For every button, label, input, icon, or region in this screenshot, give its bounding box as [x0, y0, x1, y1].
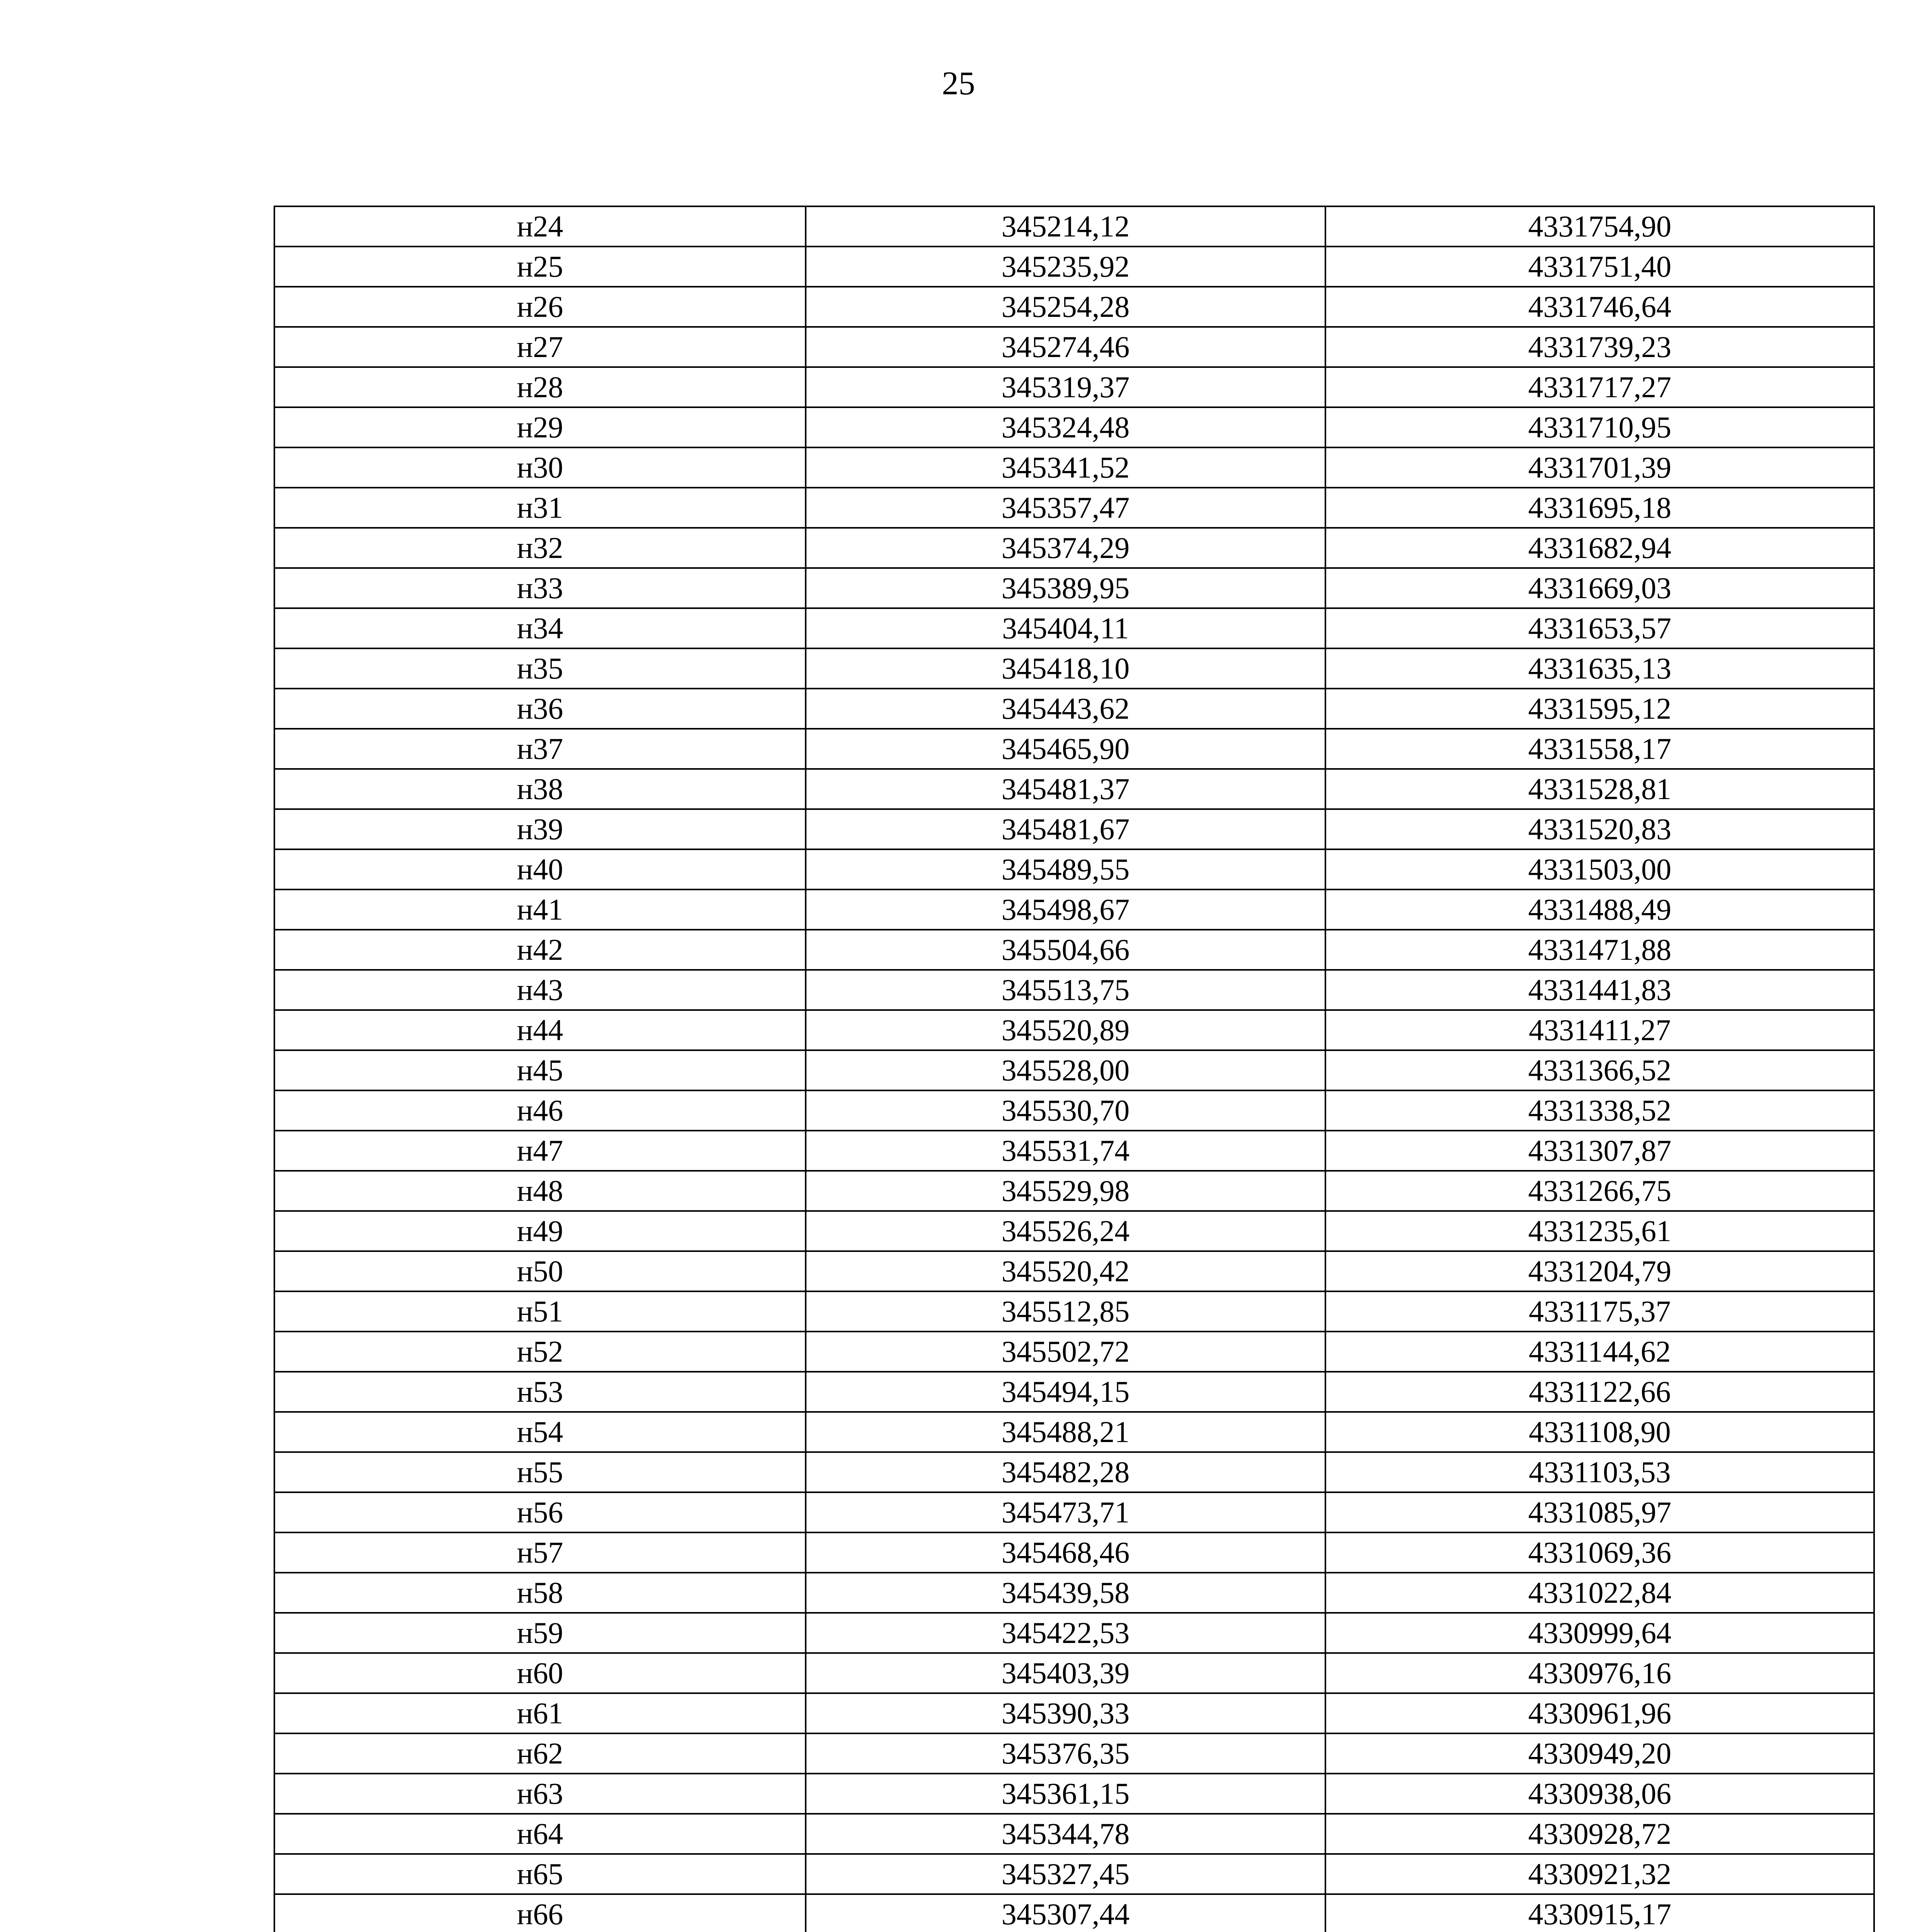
x-coordinate-cell: 345526,24 [806, 1211, 1325, 1251]
point-number-cell: н35 [274, 648, 806, 689]
point-number-cell: н51 [274, 1291, 806, 1332]
x-coordinate-cell: 345324,48 [806, 407, 1325, 447]
y-coordinate-cell: 4331122,66 [1325, 1372, 1874, 1412]
y-coordinate-cell: 4331338,52 [1325, 1090, 1874, 1131]
x-coordinate-cell: 345481,37 [806, 769, 1325, 809]
y-coordinate-cell: 4331175,37 [1325, 1291, 1874, 1332]
y-coordinate-cell: 4331695,18 [1325, 488, 1874, 528]
x-coordinate-cell: 345235,92 [806, 247, 1325, 287]
y-coordinate-cell: 4331635,13 [1325, 648, 1874, 689]
x-coordinate-cell: 345422,53 [806, 1613, 1325, 1653]
point-number-cell: н50 [274, 1251, 806, 1291]
x-coordinate-cell: 345390,33 [806, 1693, 1325, 1733]
x-coordinate-cell: 345443,62 [806, 689, 1325, 729]
y-coordinate-cell: 4331701,39 [1325, 447, 1874, 488]
y-coordinate-cell: 4330949,20 [1325, 1733, 1874, 1774]
point-number-cell: н59 [274, 1613, 806, 1653]
table-row [274, 769, 1874, 809]
y-coordinate-cell: 4331488,49 [1325, 889, 1874, 930]
y-coordinate-cell: 4331503,00 [1325, 849, 1874, 889]
table-row [274, 206, 1874, 247]
y-coordinate-cell: 4330999,64 [1325, 1613, 1874, 1653]
x-coordinate-cell: 345489,55 [806, 849, 1325, 889]
table-row [274, 1573, 1874, 1613]
x-coordinate-cell: 345403,39 [806, 1653, 1325, 1693]
point-number-cell: н47 [274, 1131, 806, 1171]
y-coordinate-cell: 4330928,72 [1325, 1814, 1874, 1854]
point-number-cell: н49 [274, 1211, 806, 1251]
y-coordinate-cell: 4331103,53 [1325, 1452, 1874, 1492]
x-coordinate-cell: 345494,15 [806, 1372, 1325, 1412]
point-number-cell: н32 [274, 528, 806, 568]
point-number-cell: н60 [274, 1653, 806, 1693]
point-number-cell: н34 [274, 608, 806, 648]
point-number-cell: н57 [274, 1532, 806, 1573]
table-row [274, 247, 1874, 287]
point-number-cell: н44 [274, 1010, 806, 1050]
x-coordinate-cell: 345513,75 [806, 970, 1325, 1010]
x-coordinate-cell: 345307,44 [806, 1894, 1325, 1932]
point-number-cell: н45 [274, 1050, 806, 1090]
x-coordinate-cell: 345465,90 [806, 729, 1325, 769]
point-number-cell: н48 [274, 1171, 806, 1211]
point-number-cell: н37 [274, 729, 806, 769]
table-row [274, 970, 1874, 1010]
point-number-cell: н38 [274, 769, 806, 809]
x-coordinate-cell: 345504,66 [806, 930, 1325, 970]
x-coordinate-cell: 345512,85 [806, 1291, 1325, 1332]
table-row [274, 1332, 1874, 1372]
y-coordinate-cell: 4331595,12 [1325, 689, 1874, 729]
y-coordinate-cell: 4331366,52 [1325, 1050, 1874, 1090]
table-row [274, 1452, 1874, 1492]
x-coordinate-cell: 345481,67 [806, 809, 1325, 849]
point-number-cell: н25 [274, 247, 806, 287]
table-row [274, 1412, 1874, 1452]
table-row [274, 407, 1874, 447]
table-row [274, 1854, 1874, 1894]
table-row [274, 447, 1874, 488]
table-row [274, 1291, 1874, 1332]
point-number-cell: н26 [274, 287, 806, 327]
y-coordinate-cell: 4331266,75 [1325, 1171, 1874, 1211]
table-row [274, 809, 1874, 849]
x-coordinate-cell: 345468,46 [806, 1532, 1325, 1573]
x-coordinate-cell: 345327,45 [806, 1854, 1325, 1894]
point-number-cell: н40 [274, 849, 806, 889]
table-row [274, 689, 1874, 729]
x-coordinate-cell: 345374,29 [806, 528, 1325, 568]
x-coordinate-cell: 345274,46 [806, 327, 1325, 367]
table-row [274, 1653, 1874, 1693]
x-coordinate-cell: 345473,71 [806, 1492, 1325, 1532]
point-number-cell: н28 [274, 367, 806, 407]
table-row [274, 1814, 1874, 1854]
x-coordinate-cell: 345530,70 [806, 1090, 1325, 1131]
point-number-cell: н64 [274, 1814, 806, 1854]
x-coordinate-cell: 345404,11 [806, 608, 1325, 648]
y-coordinate-cell: 4331022,84 [1325, 1573, 1874, 1613]
y-coordinate-cell: 4331471,88 [1325, 930, 1874, 970]
y-coordinate-cell: 4331085,97 [1325, 1492, 1874, 1532]
table-row [274, 1010, 1874, 1050]
y-coordinate-cell: 4331441,83 [1325, 970, 1874, 1010]
table-row [274, 930, 1874, 970]
point-number-cell: н43 [274, 970, 806, 1010]
point-number-cell: н27 [274, 327, 806, 367]
table-row [274, 528, 1874, 568]
point-number-cell: н52 [274, 1332, 806, 1372]
x-coordinate-cell: 345319,37 [806, 367, 1325, 407]
y-coordinate-cell: 4331235,61 [1325, 1211, 1874, 1251]
y-coordinate-cell: 4331754,90 [1325, 206, 1874, 247]
x-coordinate-cell: 345529,98 [806, 1171, 1325, 1211]
y-coordinate-cell: 4331108,90 [1325, 1412, 1874, 1452]
y-coordinate-cell: 4330938,06 [1325, 1774, 1874, 1814]
point-number-cell: н24 [274, 206, 806, 247]
point-number-cell: н36 [274, 689, 806, 729]
table-row [274, 1090, 1874, 1131]
point-number-cell: н39 [274, 809, 806, 849]
x-coordinate-cell: 345344,78 [806, 1814, 1325, 1854]
table-row [274, 367, 1874, 407]
x-coordinate-cell: 345214,12 [806, 206, 1325, 247]
table-row [274, 648, 1874, 689]
y-coordinate-cell: 4330915,17 [1325, 1894, 1874, 1932]
table-row [274, 1613, 1874, 1653]
y-coordinate-cell: 4330976,16 [1325, 1653, 1874, 1693]
y-coordinate-cell: 4331528,81 [1325, 769, 1874, 809]
point-number-cell: н66 [274, 1894, 806, 1932]
x-coordinate-cell: 345482,28 [806, 1452, 1325, 1492]
x-coordinate-cell: 345389,95 [806, 568, 1325, 608]
table-row [274, 1131, 1874, 1171]
point-number-cell: н56 [274, 1492, 806, 1532]
table-row [274, 1211, 1874, 1251]
point-number-cell: н53 [274, 1372, 806, 1412]
y-coordinate-cell: 4331558,17 [1325, 729, 1874, 769]
table-row [274, 1372, 1874, 1412]
point-number-cell: н30 [274, 447, 806, 488]
point-number-cell: н31 [274, 488, 806, 528]
point-number-cell: н29 [274, 407, 806, 447]
table-row [274, 1532, 1874, 1573]
y-coordinate-cell: 4331669,03 [1325, 568, 1874, 608]
x-coordinate-cell: 345498,67 [806, 889, 1325, 930]
table-row [274, 1492, 1874, 1532]
y-coordinate-cell: 4331751,40 [1325, 247, 1874, 287]
table-row [274, 608, 1874, 648]
y-coordinate-cell: 4331144,62 [1325, 1332, 1874, 1372]
y-coordinate-cell: 4331682,94 [1325, 528, 1874, 568]
x-coordinate-cell: 345361,15 [806, 1774, 1325, 1814]
x-coordinate-cell: 345439,58 [806, 1573, 1325, 1613]
y-coordinate-cell: 4330921,32 [1325, 1854, 1874, 1894]
table-row [274, 849, 1874, 889]
y-coordinate-cell: 4330961,96 [1325, 1693, 1874, 1733]
x-coordinate-cell: 345254,28 [806, 287, 1325, 327]
x-coordinate-cell: 345502,72 [806, 1332, 1325, 1372]
y-coordinate-cell: 4331520,83 [1325, 809, 1874, 849]
point-number-cell: н65 [274, 1854, 806, 1894]
y-coordinate-cell: 4331710,95 [1325, 407, 1874, 447]
table-row [274, 287, 1874, 327]
point-number-cell: н63 [274, 1774, 806, 1814]
x-coordinate-cell: 345376,35 [806, 1733, 1325, 1774]
coordinates-table [274, 206, 1875, 1932]
table-row [274, 1774, 1874, 1814]
y-coordinate-cell: 4331739,23 [1325, 327, 1874, 367]
table-row [274, 568, 1874, 608]
point-number-cell: н58 [274, 1573, 806, 1613]
x-coordinate-cell: 345528,00 [806, 1050, 1325, 1090]
point-number-cell: н55 [274, 1452, 806, 1492]
x-coordinate-cell: 345418,10 [806, 648, 1325, 689]
x-coordinate-cell: 345488,21 [806, 1412, 1325, 1452]
x-coordinate-cell: 345520,89 [806, 1010, 1325, 1050]
point-number-cell: н41 [274, 889, 806, 930]
coordinates-table-body [274, 206, 1874, 1932]
x-coordinate-cell: 345357,47 [806, 488, 1325, 528]
table-row [274, 1693, 1874, 1733]
y-coordinate-cell: 4331307,87 [1325, 1131, 1874, 1171]
y-coordinate-cell: 4331069,36 [1325, 1532, 1874, 1573]
table-row [274, 327, 1874, 367]
point-number-cell: н42 [274, 930, 806, 970]
table-row [274, 889, 1874, 930]
y-coordinate-cell: 4331746,64 [1325, 287, 1874, 327]
table-row [274, 1251, 1874, 1291]
point-number-cell: н62 [274, 1733, 806, 1774]
table-row [274, 488, 1874, 528]
table-row [274, 1050, 1874, 1090]
table-row [274, 1171, 1874, 1211]
point-number-cell: н33 [274, 568, 806, 608]
x-coordinate-cell: 345341,52 [806, 447, 1325, 488]
table-row [274, 729, 1874, 769]
x-coordinate-cell: 345531,74 [806, 1131, 1325, 1171]
y-coordinate-cell: 4331204,79 [1325, 1251, 1874, 1291]
table-row [274, 1733, 1874, 1774]
table-row [274, 1894, 1874, 1932]
point-number-cell: н54 [274, 1412, 806, 1452]
y-coordinate-cell: 4331653,57 [1325, 608, 1874, 648]
y-coordinate-cell: 4331717,27 [1325, 367, 1874, 407]
point-number-cell: н61 [274, 1693, 806, 1733]
x-coordinate-cell: 345520,42 [806, 1251, 1325, 1291]
point-number-cell: н46 [274, 1090, 806, 1131]
y-coordinate-cell: 4331411,27 [1325, 1010, 1874, 1050]
page-number: 25 [942, 65, 975, 102]
